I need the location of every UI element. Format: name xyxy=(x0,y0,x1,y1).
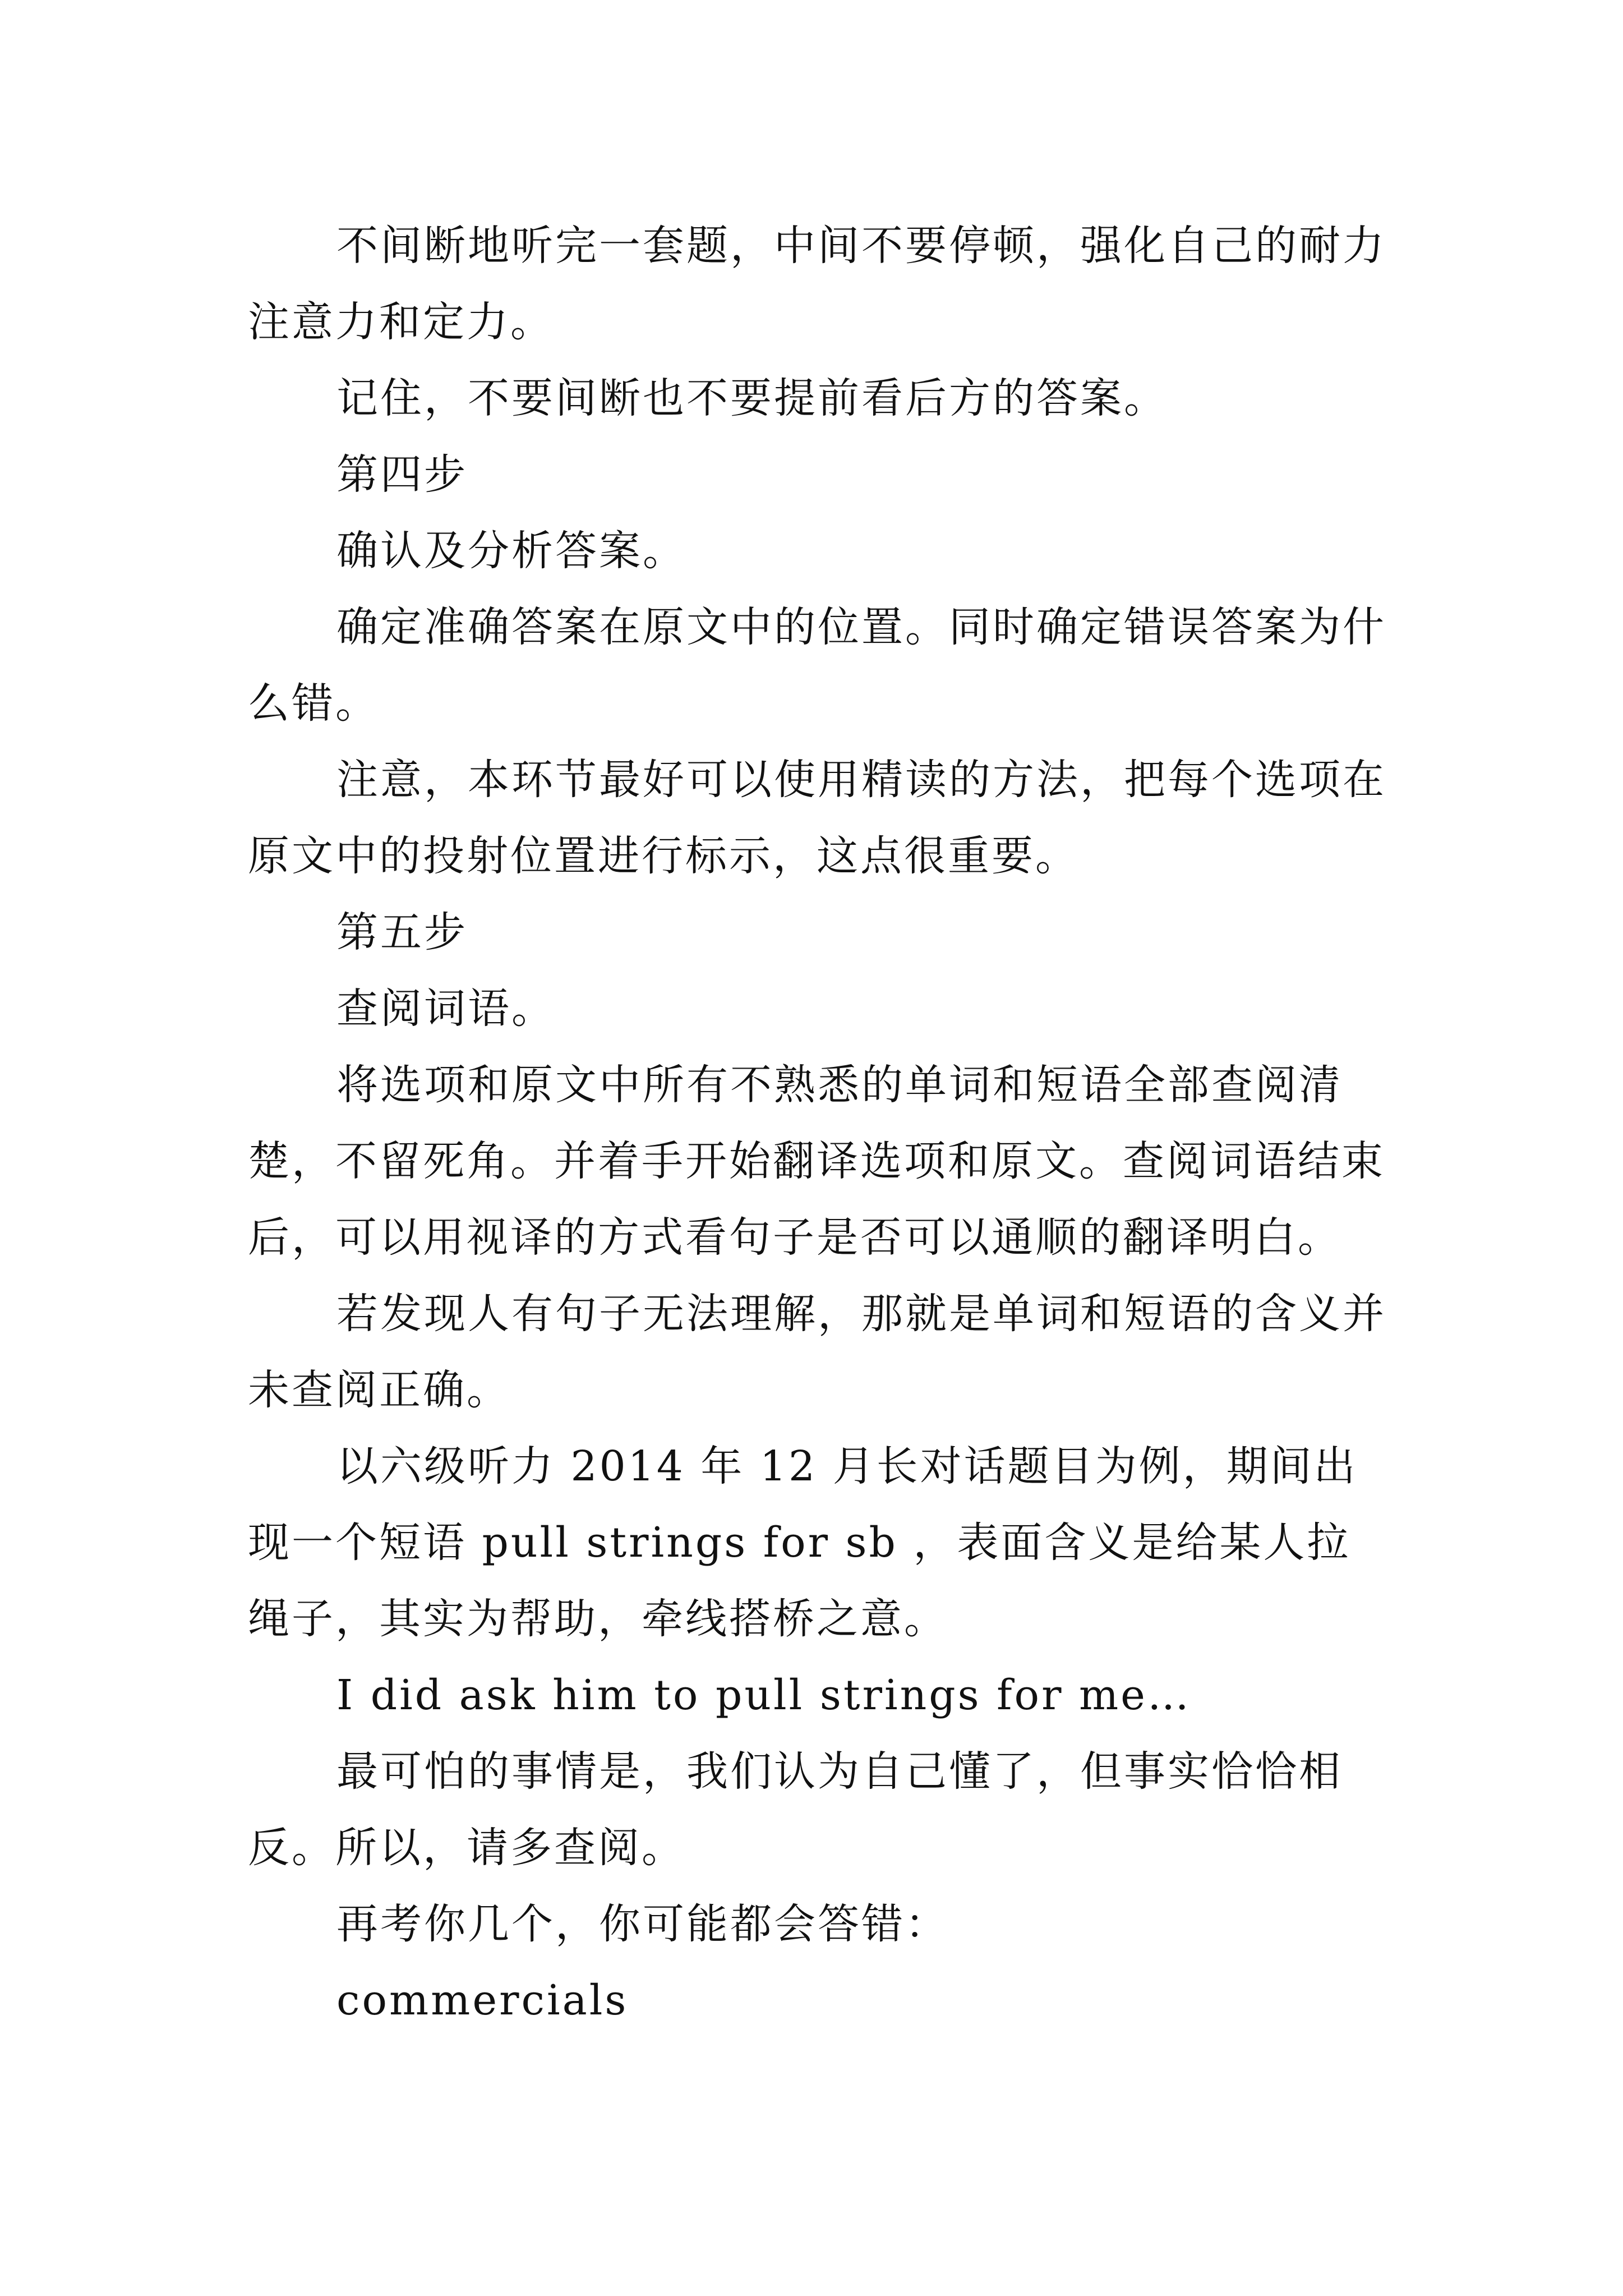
paragraph-continuous-listening: 不间断地听完一套题，中间不要停顿，强化自己的耐力注意力和定力。 xyxy=(248,222,1386,346)
paragraph-quiz-intro: 再考你几个，你可能都会答错： xyxy=(336,1900,949,1948)
paragraph-intensive-reading: 注意，本环节最好可以使用精读的方法，把每个选项在原文中的投射位置进行标示，这点很重要。 xyxy=(248,756,1386,880)
paragraph-example-sentence: I did ask him to pull strings for me… xyxy=(336,1671,1191,1719)
paragraph-look-up-words: 查阅词语。 xyxy=(336,984,555,1033)
paragraph-word-commercials: commercials xyxy=(336,1976,629,2024)
paragraph-confirm-answers: 确认及分析答案。 xyxy=(336,527,686,575)
paragraph-warning: 最可怕的事情是，我们认为自己懂了，但事实恰恰相反。所以，请多查阅。 xyxy=(248,1747,1343,1872)
step-five-heading: 第五步 xyxy=(336,908,468,956)
paragraph-no-interruption: 记住，不要间断也不要提前看后方的答案。 xyxy=(336,374,1168,422)
paragraph-look-up-all: 将选项和原文中所有不熟悉的单词和短语全部查阅清楚，不留死角。并着手开始翻译选项和原文。查阅词语结束后，可以用视译的方式看句子是否可以通顺的翻译明白。 xyxy=(248,1061,1385,1262)
paragraph-meaning-check: 若发现人有句子无法理解，那就是单词和短语的含义并未查阅正确。 xyxy=(248,1290,1386,1414)
paragraph-example-phrase: 以六级听力 2014 年 12 月长对话题目为例，期间出现一个短语 pull strings for sb ，表面含义是给某人拉绳子，其实为帮助，牵线搭桥之意。 xyxy=(248,1442,1358,1643)
paragraph-locate-answers: 确定准确答案在原文中的位置。同时确定错误答案为什么错。 xyxy=(248,603,1386,728)
step-four-heading: 第四步 xyxy=(336,450,468,499)
